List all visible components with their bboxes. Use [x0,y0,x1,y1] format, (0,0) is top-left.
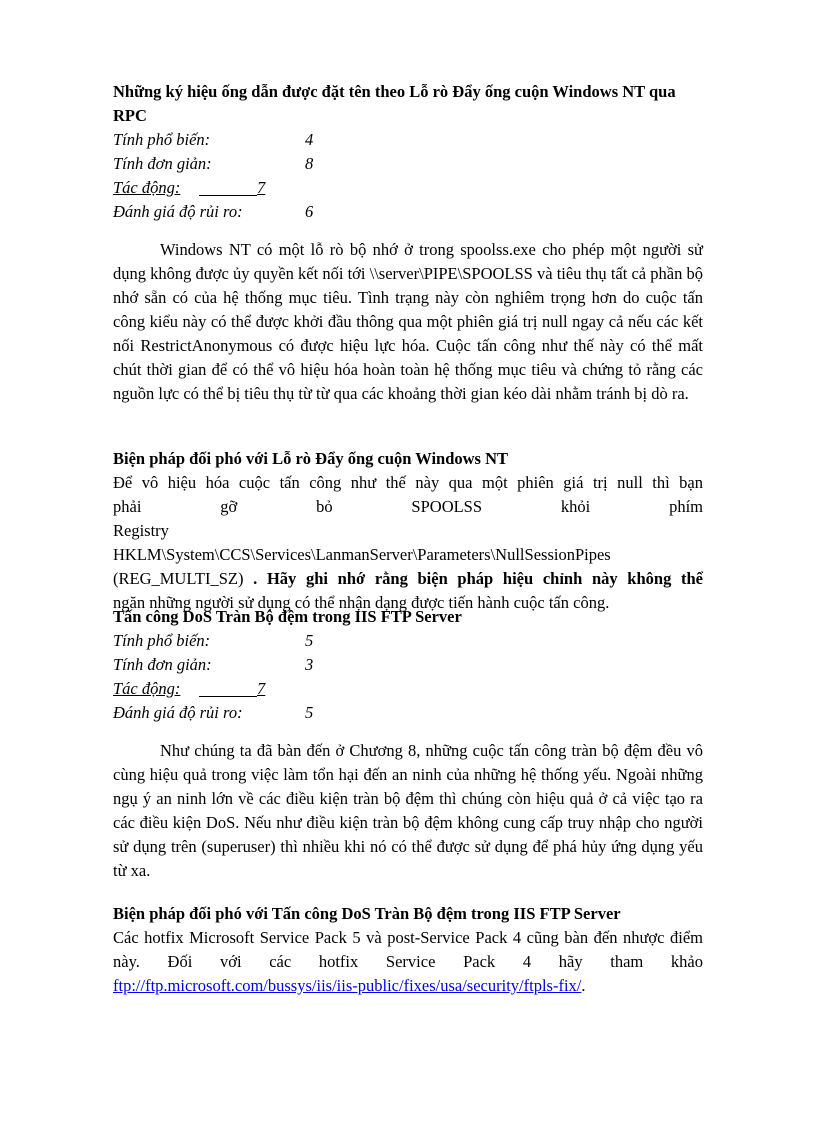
section-body-ftp-countermeasure [113,926,703,998]
section-heading-spooler-countermeasure: Biện pháp đối phó với Lỗ rò Đẩy ống cuộn Windows NT [113,449,509,468]
rating-label: Tính đơn giản: [113,655,212,674]
trailing-period: . [581,976,586,995]
rating-value: 5 [305,631,314,650]
rating-value: 3 [305,655,314,674]
rating-block-2 [113,629,703,725]
section-body-named-pipes: Windows NT có một lỗ rò bộ nhớ ở trong spoolss.exe cho phép một người sử dụng không được ủy quyền kết nối tới \\server\PIPE\SPOOLSS và tiêu thụ tất cả phần bộ nhớ sẵn có của hệ thống mục tiêu. Tình trạng này còn nghiêm trọng hơn do cuộc tấn công kiểu này có thể được khởi đầu thông qua một phiên giá trị null ngay cả nếu các kết nối RestrictAnonymous có được hiệu lực hóa. Cuộc tấn công như thế này có thể mất chút thời gian để có thể vô hiệu hóa hoàn toàn hệ thống mục tiêu và chứng tỏ rằng các nguồn lực có thể bị tiêu thụ từ từ qua các khoảng thời gian kéo dài nhằm tránh bị dò ra. [113,240,703,403]
rating-value: 5 [305,703,314,722]
rating-block-1 [113,128,703,224]
hotfix-link[interactable]: ftp://ftp.microsoft.com/bussys/iis/iis-public/fixes/usa/security/ftpls-fix/ [113,976,582,995]
section-body-ftp-dos: Như chúng ta đã bàn đến ở Chương 8, những cuộc tấn công tràn bộ đệm đều vô cùng hiệu quả trong việc làm tổn hại đến an ninh của những hệ thống yếu. Ngoài những ngụ ý an ninh lớn về các điều kiện tràn bộ đệm thì chúng còn hiệu quả ở cả việc tạo ra các điều kiện DoS. Nếu như điều kiện tràn bộ đệm không cung cấp truy nhập cho người sử dụng trên (superuser) thì nhiều khi nó có thể được sử dụng để phá hủy ứng dụng yếu từ xa. [113,741,703,880]
rating-row-simplicity [113,653,703,677]
section-heading-ftp-countermeasure: Biện pháp đối phó với Tấn công DoS Tràn Bộ đệm trong IIS FTP Server [113,904,621,923]
rating-label: Tác động: [113,178,181,197]
rating-row-popularity [113,128,703,152]
body-line: Để vô hiệu hóa cuộc tấn công như thế này qua một phiên giá trị null thì bạn [113,473,703,492]
underline-gap [199,677,257,697]
rating-row-popularity [113,629,703,653]
rating-label: Tính phổ biến: [113,130,211,149]
body-line-continuation: . Hãy ghi nhớ rằng biện pháp hiệu chỉnh này không thể [243,569,703,588]
rating-row-risk [113,701,703,725]
rating-label: Đánh giá độ rủi ro: [113,202,243,221]
rating-row-impact [113,176,703,200]
registry-path: HKLM\System\CCS\Services\LanmanServer\Parameters\NullSessionPipes [113,545,611,564]
rating-value: 4 [305,130,314,149]
rating-value: 7 [257,178,266,197]
rating-label: Đánh giá độ rủi ro: [113,703,243,722]
body-text: Các hotfix Microsoft Service Pack 5 và post-Service Pack 4 cũng bàn đến nhược điểm này. Đối với các hotfix Service Pack 4 hãy tham khảo [113,928,703,971]
section-body-spooler-countermeasure [113,471,703,615]
rating-row-risk [113,200,703,224]
section-heading-ftp-dos: Tấn công DoS Tràn Bộ đệm trong IIS FTP Server [113,607,462,626]
body-line: phải gỡ bỏ SPOOLSS khỏi phím Registry [113,497,703,540]
rating-value: 8 [305,154,314,173]
body-line: ngăn những người sử dụng có thể nhận dạng được tiến hành cuộc tấn công. [113,593,610,612]
rating-value: 7 [257,679,266,698]
rating-row-impact [113,677,703,701]
rating-label: Tác động: [113,679,181,698]
underline-gap [199,176,257,196]
registry-type: (REG_MULTI_SZ) [113,569,244,588]
rating-label: Tính phổ biến: [113,631,211,650]
rating-value: 6 [305,202,314,221]
section-heading-named-pipes: Những ký hiệu ống dẫn được đặt tên theo Lỗ rò Đẩy ống cuộn Windows NT qua RPC [113,82,676,125]
rating-label: Tính đơn giản: [113,154,212,173]
body-line [113,567,703,591]
rating-row-simplicity [113,152,703,176]
